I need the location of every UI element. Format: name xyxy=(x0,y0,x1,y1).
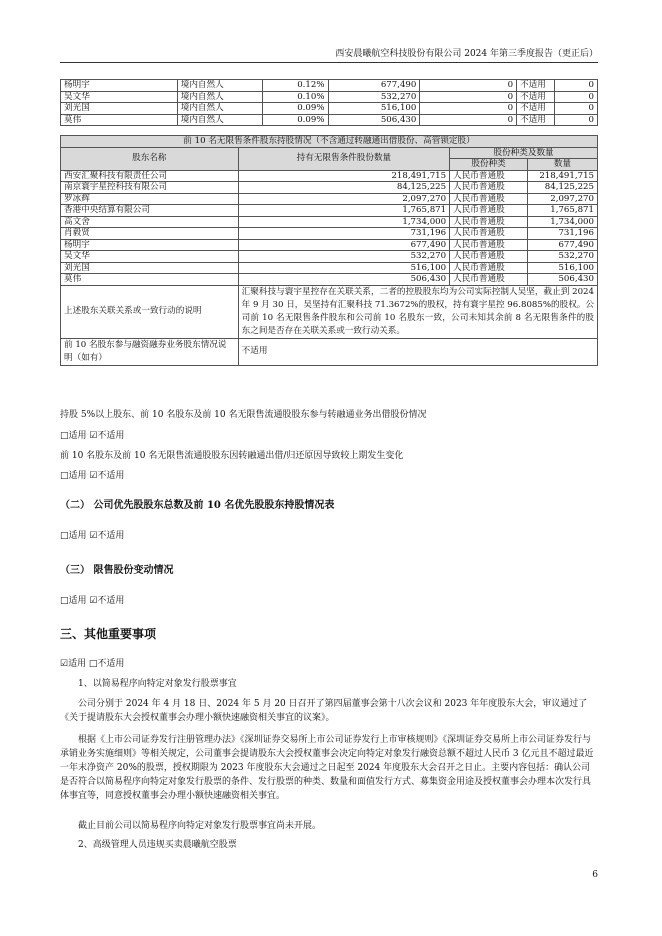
share-type: 人民币普通股 xyxy=(450,182,528,194)
share-type: 人民币普通股 xyxy=(450,239,528,251)
shareholder-name: 西安汇聚科技有限责任公司 xyxy=(61,170,239,182)
paragraph-status: 截止目前公司以简易程序向特定对象发行股票事宜尚未开展。 xyxy=(78,821,322,831)
shareholder-type: 境内自然人 xyxy=(177,103,262,115)
share-type: 人民币普通股 xyxy=(450,228,528,240)
margin-row xyxy=(61,338,598,365)
table-row xyxy=(61,239,598,251)
col-header-type-group: 股份种类及数量 xyxy=(450,147,598,159)
shareholder-name: 罗冰辉 xyxy=(61,193,239,205)
table-row xyxy=(61,91,598,103)
unrestricted-shares: 506,430 xyxy=(238,274,449,286)
pledge-qty: 0 xyxy=(555,103,598,115)
share-qty: 84,125,225 xyxy=(528,182,598,194)
shareholding-pct: 0.09% xyxy=(262,114,328,126)
shareholder-name: 刘光国 xyxy=(61,103,178,115)
top-shareholders-table xyxy=(60,79,598,126)
unrestricted-shares: 218,491,715 xyxy=(238,170,449,182)
table-row xyxy=(61,205,598,217)
share-type: 人民币普通股 xyxy=(450,170,528,182)
shareholder-name: 杨明宇 xyxy=(61,80,178,92)
pledge-status: 不适用 xyxy=(517,91,555,103)
share-qty: 532,270 xyxy=(528,251,598,263)
table-row xyxy=(61,216,598,228)
share-type: 人民币普通股 xyxy=(450,251,528,263)
section-title-row xyxy=(61,136,598,148)
restricted-shares: 0 xyxy=(420,80,517,92)
unrestricted-shares: 516,100 xyxy=(238,262,449,274)
table-row xyxy=(61,193,598,205)
header-row xyxy=(61,147,598,159)
share-type: 人民币普通股 xyxy=(450,274,528,286)
section-main-heading: 三、其他重要事项 xyxy=(60,627,157,641)
shareholder-name: 杨明宇 xyxy=(61,239,239,251)
table-row xyxy=(61,170,598,182)
section-3-heading: （三） 限售股份变动情况 xyxy=(60,565,174,576)
shareholder-name: 吴文华 xyxy=(61,91,178,103)
shareholder-name: 刘光国 xyxy=(61,262,239,274)
pledge-status: 不适用 xyxy=(517,114,555,126)
restricted-shares: 0 xyxy=(420,91,517,103)
item-1-title: 1、以简易程序向特定对象发行股票事宜 xyxy=(78,679,237,689)
unrestricted-shares: 532,270 xyxy=(238,251,449,263)
section-title: 前 10 名无限售条件股东持股情况（不含通过转融通出借股份、高管锁定股） xyxy=(61,136,598,148)
share-qty: 506,430 xyxy=(528,274,598,286)
relation-text: 汇聚科技与寰宇星控存在关联关系，二者的控股股东均为公司实际控制人吴坚，截止到 2024 年 9 月 30 日，吴坚持有汇聚科技 71.3672%的股权，持有寰宇星控 96.8085%的股权。公司前 10 名无限售条件股东和公司前 10 名股东一致，公司未知其余前 8 名无限售条件的股东之间是否存在关联关系或一致行动关系。 xyxy=(238,285,597,338)
restricted-shares: 0 xyxy=(420,103,517,115)
table-row xyxy=(61,262,598,274)
page-number: 6 xyxy=(592,870,598,880)
share-qty: 1,734,000 xyxy=(528,216,598,228)
shareholder-name: 吴文华 xyxy=(61,251,239,263)
margin-text: 不适用 xyxy=(238,338,597,365)
share-type: 人民币普通股 xyxy=(450,193,528,205)
unrestricted-shares: 2,097,270 xyxy=(238,193,449,205)
col-header-qty: 数量 xyxy=(528,159,598,171)
shareholder-name: 莫伟 xyxy=(61,114,178,126)
unrestricted-shares: 1,765,871 xyxy=(238,205,449,217)
section-3-check: □适用 ☑不适用 xyxy=(60,596,125,606)
restricted-shares: 0 xyxy=(420,114,517,126)
unrestricted-shares: 1,734,000 xyxy=(238,216,449,228)
pledge-status: 不适用 xyxy=(517,103,555,115)
shareholder-name: 高文舍 xyxy=(61,216,239,228)
table-row xyxy=(61,251,598,263)
share-type: 人民币普通股 xyxy=(450,216,528,228)
share-type: 人民币普通股 xyxy=(450,205,528,217)
note-2-title: 前 10 名股东及前 10 名无限售流通股股东因转融通出借/归还原因导致较上期发生变化 xyxy=(60,451,404,461)
page-header: 西安晨曦航空科技股份有限公司 2024 年第三季度报告（更正后） xyxy=(60,46,598,63)
shares-held: 532,270 xyxy=(328,91,420,103)
item-2-title: 2、高级管理人员违规买卖晨曦航空股票 xyxy=(78,840,237,850)
shareholding-pct: 0.10% xyxy=(262,91,328,103)
shareholder-type: 境内自然人 xyxy=(177,91,262,103)
pledge-qty: 0 xyxy=(555,114,598,126)
shares-held: 506,430 xyxy=(328,114,420,126)
paragraph-meetings: 公司分别于 2024 年 4 月 18 日、2024 年 5 月 20 日召开了第四届董事会第十八次会议和 2023 年年度股东大会，审议通过了《关于提请股东大会授权董事会办理小额快速融资相关事宜的议案》。 xyxy=(60,699,588,723)
col-header-name: 股东名称 xyxy=(61,147,239,170)
section-2-heading: （二） 公司优先股股东总数及前 10 名优先股股东持股情况表 xyxy=(60,500,335,511)
shareholding-pct: 0.12% xyxy=(262,80,328,92)
relation-row xyxy=(61,285,598,338)
shareholder-name: 肖毅贤 xyxy=(61,228,239,240)
table-row xyxy=(61,274,598,286)
shares-held: 677,490 xyxy=(328,80,420,92)
shareholder-type: 境内自然人 xyxy=(177,114,262,126)
share-qty: 2,097,270 xyxy=(528,193,598,205)
col-header-type: 股份种类 xyxy=(450,159,528,171)
share-qty: 1,765,871 xyxy=(528,205,598,217)
note-2-check: □适用 ☑不适用 xyxy=(60,471,125,481)
table-row xyxy=(61,182,598,194)
share-type: 人民币普通股 xyxy=(450,262,528,274)
shareholder-name: 南京寰宇星控科技有限公司 xyxy=(61,182,239,194)
relation-label: 上述股东关联关系或一致行动的说明 xyxy=(61,285,239,338)
pledge-status: 不适用 xyxy=(517,80,555,92)
pledge-qty: 0 xyxy=(555,91,598,103)
shareholder-name: 香港中央结算有限公司 xyxy=(61,205,239,217)
table-row xyxy=(61,228,598,240)
unrestricted-shareholders-table xyxy=(60,135,598,366)
share-qty: 516,100 xyxy=(528,262,598,274)
note-1-check: □适用 ☑不适用 xyxy=(60,431,125,441)
share-qty: 677,490 xyxy=(528,239,598,251)
table-row xyxy=(61,103,598,115)
col-header-shares: 持有无限售条件股份数量 xyxy=(238,147,449,170)
shareholder-type: 境内自然人 xyxy=(177,80,262,92)
shareholder-name: 莫伟 xyxy=(61,274,239,286)
unrestricted-shares: 84,125,225 xyxy=(238,182,449,194)
paragraph-regulations: 根据《上市公司证券发行注册管理办法》《深圳证券交易所上市公司证券发行上市审核规则》《深圳证券交易所上市公司证券发行与承销业务实施细则》等相关规定，公司董事会提请股东大会授权董事会决定向特定对象发行融资总额不超过人民币 3 亿元且不超过最近一年末净资产 20%的股票，授权期限为 2023 年度股东大会通过之日起至 2024 年度股东大会召开之日止。主要内容包括：确认公司是否符合以简易程序向特定对象发行股票的条件、发行股票的种类、数量和面值发行方式、募集资金用途及授权董事会办理本次发行具体事宜等，同意授权董事会办理小额快速融资相关事宜。 xyxy=(60,735,594,801)
share-qty: 731,196 xyxy=(528,228,598,240)
share-qty: 218,491,715 xyxy=(528,170,598,182)
section-main-check: ☑适用 □不适用 xyxy=(60,659,125,669)
section-2-check: □适用 ☑不适用 xyxy=(60,531,125,541)
shareholding-pct: 0.09% xyxy=(262,103,328,115)
unrestricted-shares: 731,196 xyxy=(238,228,449,240)
note-1-title: 持股 5%以上股东、前 10 名股东及前 10 名无限售流通股股东参与转融通业务出借股份情况 xyxy=(60,410,427,420)
margin-label: 前 10 名股东参与融资融券业务股东情况说明（如有） xyxy=(61,338,239,365)
table-row xyxy=(61,114,598,126)
table-row xyxy=(61,80,598,92)
pledge-qty: 0 xyxy=(555,80,598,92)
shares-held: 516,100 xyxy=(328,103,420,115)
unrestricted-shares: 677,490 xyxy=(238,239,449,251)
